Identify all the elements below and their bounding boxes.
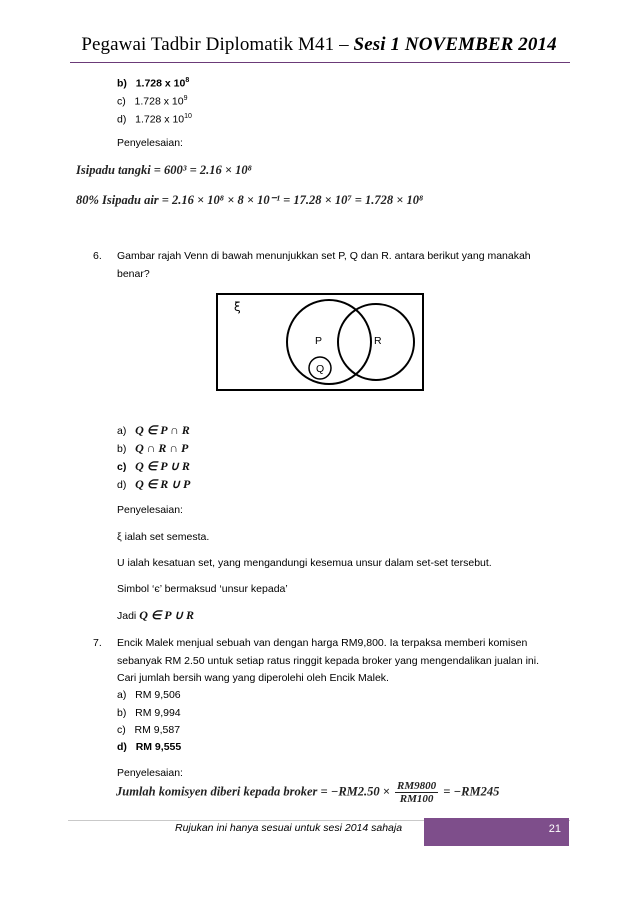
header-title-text: Pegawai Tadbir Diplomatik M41 – (81, 34, 354, 55)
q6-solution-line4 (117, 608, 194, 623)
universal-symbol: ξ (234, 300, 241, 314)
option-letter: b) (117, 77, 127, 90)
option-text: RM 9,994 (135, 707, 181, 719)
q5-solution-label: Penyelesaian: (117, 137, 183, 149)
set-r-label: R (374, 335, 382, 347)
q6-question-line1: Gambar rajah Venn di bawah menunjukkan set P, Q dan R. antara berikut yang manakah (117, 250, 531, 262)
fraction-numerator: RM9800 (397, 780, 437, 792)
option-expression: Q ∩ R ∩ P (135, 441, 189, 455)
set-p-circle (287, 300, 371, 384)
option-letter: c) (117, 95, 126, 108)
set-p-label: P (315, 335, 323, 347)
option-text: RM 9,506 (135, 689, 181, 701)
q6-option-b (117, 441, 188, 456)
q6-question-line2: benar? (117, 268, 150, 280)
option-expression: Q ∈ R ∪ P (135, 477, 191, 491)
option-letter: b) (117, 707, 127, 719)
option-exponent: 8 (185, 77, 190, 84)
header-divider (70, 62, 570, 63)
q6-number: 6. (93, 250, 102, 262)
option-exponent: 10 (184, 113, 192, 120)
equation-left: Jumlah komisyen diberi kepada broker = −RM2.50 × (116, 784, 390, 799)
option-expression: Q ∈ P ∩ R (135, 423, 190, 437)
option-letter: a) (117, 425, 127, 437)
option-text: 1.728 x 10 (135, 113, 185, 126)
q5-equation-volume: Isipadu tangki = 600³ = 2.16 × 10⁸ (76, 163, 253, 177)
q5-option-b (117, 74, 189, 91)
option-letter: b) (117, 443, 127, 455)
equation-fraction (395, 780, 438, 805)
footer-note: Rujukan ini hanya sesuai untuk sesi 2014 sahaja (175, 822, 403, 834)
option-letter: a) (117, 689, 127, 701)
q6-option-d (117, 477, 190, 492)
q7-solution-label: Penyelesaian: (117, 767, 183, 779)
option-text: 1.728 x 10 (135, 77, 186, 90)
q7-option-d (117, 740, 181, 754)
page-number: 21 (548, 823, 561, 835)
q7-option-b (117, 706, 181, 720)
option-text: 1.728 x 10 (134, 95, 184, 108)
q6-solution-label: Penyelesaian: (117, 504, 183, 516)
q5-equation-water: 80% Isipadu air = 2.16 × 10⁸ × 8 × 10⁻¹ = 17.28 × 10⁷ = 1.728 × 10⁸ (76, 193, 424, 207)
q7-equation (116, 780, 499, 805)
fraction-denominator: RM100 (399, 793, 434, 805)
option-letter: d) (117, 113, 127, 126)
option-letter: c) (117, 724, 126, 736)
header-session: Sesi 1 NOVEMBER 2014 (353, 34, 557, 55)
q7-question-line2: sebanyak RM 2.50 untuk setiap ratus ringgit kepada broker yang mengendalikan jualan ini. (117, 655, 540, 667)
solution-prefix: Jadi (117, 610, 137, 622)
option-letter: c) (117, 461, 127, 473)
solution-expression: Q ∈ P ∪ R (139, 608, 194, 622)
q5-option-c (117, 92, 187, 109)
q6-solution-line3: Simbol ‘є’ bermaksud ‘unsur kepada’ (117, 583, 288, 595)
q6-option-c (117, 459, 190, 474)
q7-option-c (117, 723, 180, 737)
page-header-title (0, 34, 638, 56)
q7-option-a (117, 688, 181, 702)
option-letter: d) (117, 479, 127, 491)
set-q-label: Q (316, 363, 325, 375)
q7-number: 7. (93, 637, 102, 649)
equation-right: = −RM245 (443, 784, 500, 799)
option-text: RM 9,555 (135, 741, 182, 753)
venn-diagram (216, 293, 426, 393)
option-expression: Q ∈ P ∪ R (135, 459, 190, 473)
q6-solution-line1: ξ ialah set semesta. (117, 531, 210, 543)
option-exponent: 9 (183, 95, 188, 102)
q7-question-line1: Encik Malek menjual sebuah van dengan harga RM9,800. Ia terpaksa memberi komisen (117, 637, 528, 649)
q5-option-d (117, 110, 192, 127)
q7-question-line3: Cari jumlah bersih wang yang diperolehi oleh Encik Malek. (117, 672, 389, 684)
option-letter: d) (117, 741, 127, 753)
option-text: RM 9,587 (134, 724, 181, 736)
q6-solution-line2: U ialah kesatuan set, yang mengandungi kesemua unsur dalam set-set tersebut. (117, 557, 492, 569)
q6-option-a (117, 423, 190, 438)
page-number-box (424, 818, 569, 846)
